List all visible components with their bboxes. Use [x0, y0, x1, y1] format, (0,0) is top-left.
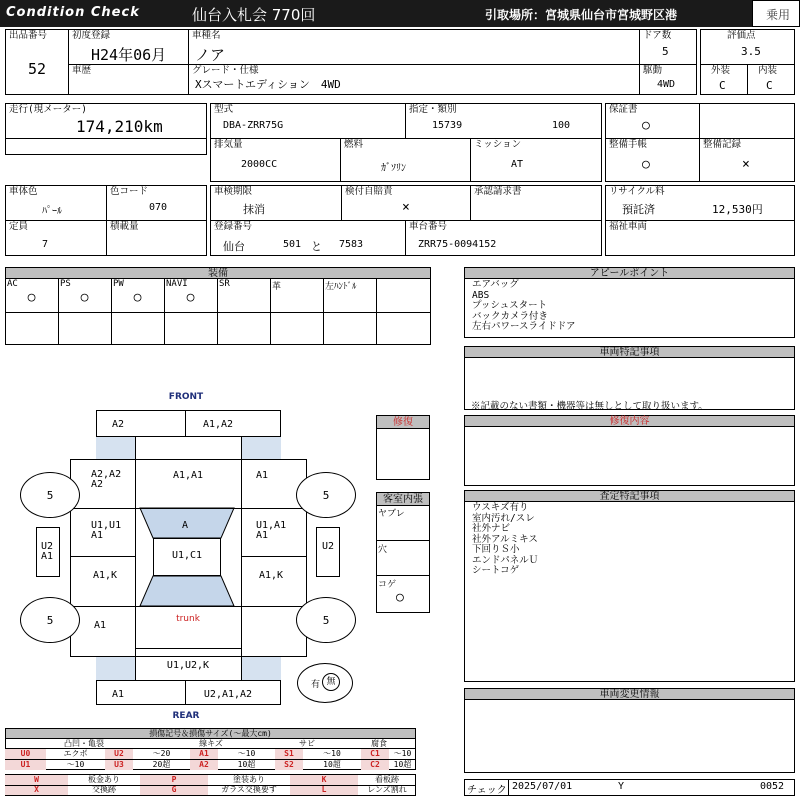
- assessment-line: 社外アルミキス: [472, 533, 538, 545]
- legend-row1-cell: A1: [190, 749, 218, 759]
- spare-value: 無: [322, 673, 340, 691]
- footer-inspector: Y: [618, 781, 625, 792]
- legend-row2-cell: U1: [5, 760, 46, 770]
- legend-row1-cell: S1: [275, 749, 303, 759]
- cell-roof-front: A: [181, 520, 189, 531]
- chassis-box: 車台番号 ZRR75-0094152: [405, 220, 602, 256]
- footer-number: 0052: [760, 781, 785, 792]
- service-book-box: 整備手帳 ○: [605, 138, 700, 182]
- cabin-title: 客室内張: [376, 492, 430, 506]
- appeal-line: バックカメラ付き: [472, 310, 549, 322]
- legend-row2-cell: C2: [361, 760, 389, 770]
- equipment-value-3: ○: [186, 290, 195, 305]
- equipment-label-1: PS: [60, 279, 71, 289]
- assessment-line: シートコゲ: [472, 565, 520, 576]
- tire-front-right: 5: [296, 472, 356, 518]
- equipment-label-5: 革: [272, 282, 282, 292]
- cell-rear-bottom-left: A1: [111, 689, 125, 700]
- equipment-label-2: PW: [113, 279, 124, 289]
- assessment-line: エンドパネルＵ: [472, 554, 539, 566]
- cell-rear-left: A1: [93, 620, 107, 631]
- appeal-title: アピールポイント: [464, 267, 795, 279]
- appeal-line: エアバッグ: [472, 279, 519, 290]
- legend-row4-cell: X: [5, 785, 68, 795]
- cell-front-right: A1,A2: [202, 419, 234, 430]
- load-box: 積載量: [106, 220, 207, 256]
- designation-box: 指定・類別 15739 100: [405, 103, 602, 139]
- type-box: 型式 DBA-ZRR75G: [210, 103, 406, 139]
- legend-row2-cell: U3: [105, 760, 133, 770]
- legend-row2-cell: S2: [275, 760, 303, 770]
- rear-label: REAR: [172, 711, 200, 721]
- equipment-value-2: ○: [133, 290, 142, 305]
- cabin-label-1: 穴: [378, 545, 388, 555]
- header-pickup: 引取場所：宮城県仙台市宮城野区港: [485, 8, 678, 22]
- legend-header-2: サビ: [299, 739, 315, 748]
- warranty-box: 保証書 ○: [605, 103, 700, 139]
- welfare-box: 福祉車両: [605, 220, 795, 256]
- change-info-title: 車両変更情報: [464, 688, 795, 700]
- legend-row4-cell: 交換跡: [92, 785, 116, 794]
- assessment-line: 下回りＳ小: [472, 544, 520, 555]
- cabin-label-0: ヤブレ: [378, 509, 405, 519]
- history-box: 車歴: [68, 64, 189, 95]
- legend-title: 損傷記号＆損傷サイズ(～最大cm): [5, 728, 416, 739]
- repair-content-title: 修復内容: [464, 415, 795, 427]
- footer-date: 2025/07/01: [512, 781, 573, 792]
- tire-rear-left: 5: [20, 597, 80, 643]
- legend-row4-cell: ガラス交換要す: [221, 785, 277, 794]
- inspection-box: 車検期限 抹消: [210, 185, 342, 221]
- displacement-box: 排気量 2000CC: [210, 138, 341, 182]
- color-code-box: 色コード 070: [106, 185, 207, 221]
- spare-label: 有: [311, 680, 321, 690]
- equipment-label-6: 左ﾊﾝﾄﾞﾙ: [325, 282, 357, 292]
- mirror-right: [316, 527, 340, 577]
- cell-hood-right: A1: [255, 470, 269, 481]
- repair-title: 修復: [376, 415, 430, 429]
- legend-row1-cell: ～20: [152, 749, 171, 758]
- equipment-value-0: ○: [27, 290, 36, 305]
- legend-row4-cell: L: [290, 785, 358, 795]
- header-left: Condition Check: [6, 5, 140, 20]
- cell-rdoor-right: A1,K: [258, 570, 284, 581]
- legend-row2-cell: 20超: [152, 760, 171, 769]
- doors-box: ドア数 5: [639, 29, 697, 65]
- mileage-box: 走行(現メーター) 174,210km: [5, 103, 207, 155]
- tire-rear-right: 5: [296, 597, 356, 643]
- legend-row3-cell: 看板跡: [375, 775, 399, 784]
- cell-hood-left: A2,A2 A2: [91, 469, 122, 490]
- legend-row2-cell: 10超: [323, 760, 341, 769]
- legend-row1-cell: U0: [5, 749, 46, 759]
- trunk-label: trunk: [176, 614, 200, 624]
- tire-front-left: 5: [20, 472, 80, 518]
- legend-header-3: 腐食: [371, 739, 387, 748]
- legend-row4-cell: レンズ割れ: [367, 785, 407, 794]
- cell-roof-center: U1,C1: [171, 550, 203, 561]
- assessment-line: 室内汚れ/スレ: [472, 512, 535, 524]
- exterior-box: 外装 C: [700, 64, 748, 95]
- first-reg-box: 初度登録 H24年06月: [68, 29, 189, 65]
- front-label: FRONT: [168, 392, 204, 402]
- legend-row2-cell: A2: [190, 760, 218, 770]
- cell-hood-center: A1,A1: [172, 470, 204, 481]
- fuel-box: 燃料 ｶﾞｿﾘﾝ: [340, 138, 471, 182]
- lot-box: 出品番号 52: [5, 29, 69, 95]
- cell-rdoor-left: A1,K: [92, 570, 118, 581]
- cell-fdoor-right: U1,A1 A1: [256, 520, 287, 541]
- legend-row3-cell: 塗装あり: [233, 775, 265, 784]
- equipment-label-0: AC: [7, 279, 18, 289]
- legend-row4-cell: G: [140, 785, 208, 795]
- footer-check-label: チェック: [467, 785, 507, 796]
- legend-row3-cell: P: [140, 775, 208, 785]
- cabin-label-2: コゲ: [378, 580, 397, 590]
- special-title: 車両特記事項: [464, 346, 795, 358]
- cell-mirror-right: U2: [321, 541, 335, 552]
- grade-box: グレード・仕様 Xスマートエディション 4WD: [188, 64, 640, 95]
- equipment-label-3: NAVI: [166, 279, 188, 289]
- special-box: ※記載のない書類・機器等は無しとして取り扱います。: [464, 357, 795, 410]
- cell-mirror-left: U2 A1: [41, 541, 54, 562]
- capacity-box: 定員 7: [5, 220, 107, 256]
- appeal-line: プッシュスタート: [472, 300, 548, 311]
- legend-row1-cell: ～10: [393, 749, 412, 758]
- legend-header-1: 線キズ: [199, 739, 223, 748]
- mission-box: ミッション AT: [470, 138, 602, 182]
- model-box: 車種名 ノア: [188, 29, 640, 65]
- appeal-line: 左右パワースライドドア: [472, 321, 576, 332]
- score-box: 評価点 3.5: [700, 29, 795, 65]
- reg-no-box: 登録番号 仙台 501 と 7583: [210, 220, 406, 256]
- cell-fdoor-left: U1,U1 A1: [91, 520, 122, 541]
- legend-row2-cell: 10超: [393, 760, 412, 769]
- appeal-line: ABS: [472, 289, 490, 301]
- legend-row1-cell: ～10: [237, 749, 256, 758]
- interior-box: 内装 C: [747, 64, 795, 95]
- service-record-box: 整備記録 ×: [699, 138, 795, 182]
- legend-row2-cell: 10超: [237, 760, 256, 769]
- cell-front-left: A2: [111, 419, 125, 430]
- legend-row3-cell: 板金あり: [88, 775, 120, 784]
- legend-row1-cell: エクボ: [63, 749, 88, 758]
- legend-row2-cell: ～10: [66, 760, 85, 769]
- assessment-line: ウスキズ有り: [472, 502, 529, 513]
- legend-row1-cell: ～10: [323, 749, 341, 758]
- equipment-label-4: SR: [219, 279, 230, 289]
- drive-box: 駆動 4WD: [639, 64, 697, 95]
- cabin-value-2: ○: [396, 590, 404, 605]
- legend-row3-cell: K: [290, 775, 358, 785]
- legend-row3-cell: W: [5, 775, 68, 785]
- insurance-box: 検付自賠責 ×: [341, 185, 471, 221]
- legend-row1-cell: U2: [105, 749, 133, 759]
- approval-box: 承認請求書: [470, 185, 602, 221]
- equipment-value-1: ○: [80, 290, 89, 305]
- equipment-title: 装備: [5, 267, 431, 279]
- recycle-box: リサイクル料 預託済 12,530円: [605, 185, 795, 221]
- color-box: 車体色 ﾊﾟｰﾙ: [5, 185, 107, 221]
- legend-row1-cell: C1: [361, 749, 389, 759]
- cell-trunk-lower: U1,U2,K: [166, 660, 210, 671]
- cell-rear-bottom-right: U2,A1,A2: [203, 689, 253, 700]
- assessment-title: 査定特記事項: [464, 490, 795, 502]
- assessment-line: 社外ナビ: [472, 523, 511, 534]
- legend-header-0: 凸凹・亀裂: [64, 739, 104, 748]
- header-title: 仙台入札会 770回: [192, 6, 316, 24]
- header-corner: 乗用: [766, 8, 791, 22]
